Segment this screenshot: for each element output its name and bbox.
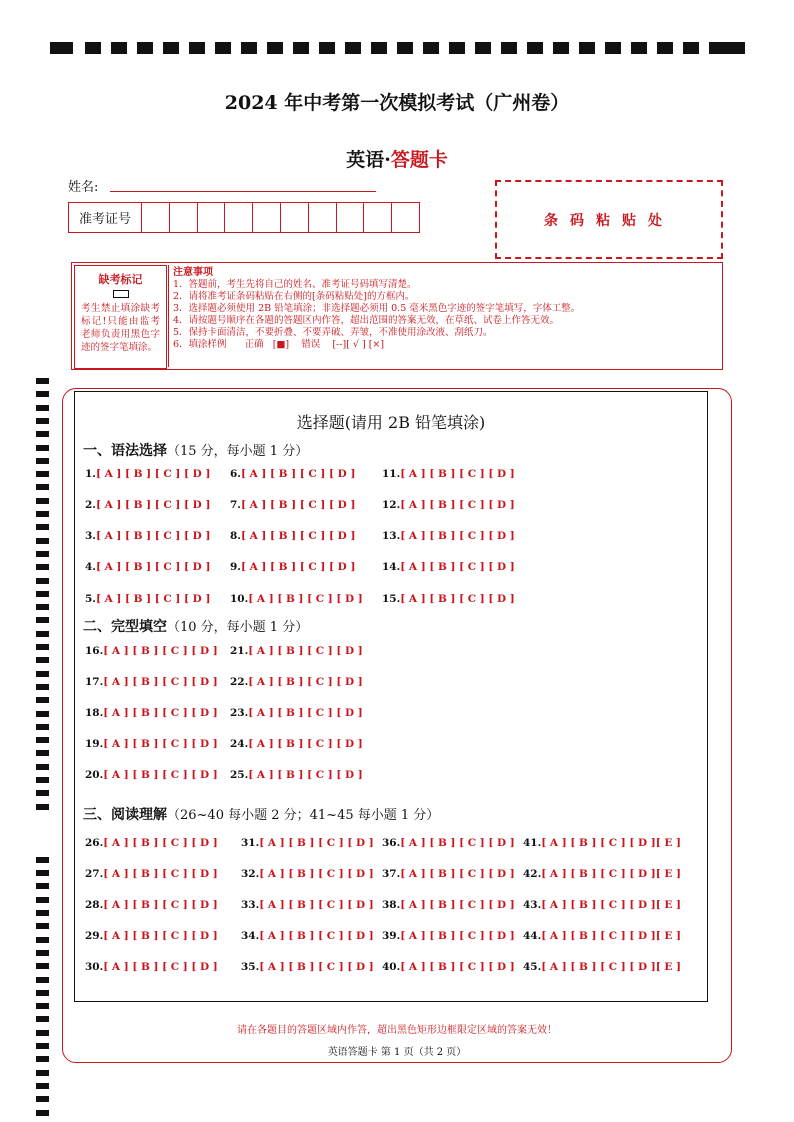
ticket-digit-cell[interactable] xyxy=(281,203,309,232)
answer-bubbles[interactable]: [ A ] [ B ] [ C ] [ D ] xyxy=(103,769,218,781)
alignment-mark xyxy=(501,42,517,54)
question-number: 42. xyxy=(523,868,542,880)
answer-bubbles[interactable]: [ A ] [ B ] [ C ] [ D ] xyxy=(103,899,218,911)
question-number: 43. xyxy=(523,899,542,911)
answer-bubbles[interactable]: [ A ] [ B ] [ C ] [ D ] xyxy=(259,899,374,911)
alignment-mark xyxy=(553,42,569,54)
alignment-mark xyxy=(36,405,49,411)
alignment-mark xyxy=(293,42,309,54)
question-number: 29. xyxy=(85,930,104,942)
ticket-digit-cell[interactable] xyxy=(170,203,198,232)
top-alignment-marks xyxy=(50,42,745,56)
alignment-mark xyxy=(36,378,49,384)
alignment-mark xyxy=(36,937,49,943)
alignment-mark xyxy=(722,42,745,54)
answer-bubbles[interactable]: [ A ] [ B ] [ C ] [ D ] xyxy=(95,593,211,605)
question-12[interactable] xyxy=(382,499,515,511)
question-number: 18. xyxy=(85,707,104,719)
question-22[interactable] xyxy=(230,676,363,688)
alignment-mark xyxy=(137,42,153,54)
alignment-mark xyxy=(36,697,49,703)
alignment-mark xyxy=(189,42,205,54)
section-heading: 一、语法选择 xyxy=(83,443,167,459)
section-grammar-title xyxy=(83,440,308,460)
alignment-mark xyxy=(319,42,335,54)
alignment-mark xyxy=(36,511,49,517)
alignment-mark xyxy=(36,764,49,770)
ticket-digit-cell[interactable] xyxy=(309,203,337,232)
alignment-mark xyxy=(36,564,49,570)
answer-bubbles[interactable]: [ A ] [ B ] [ C ] [ D ] xyxy=(248,676,363,688)
answer-bubbles[interactable]: [ A ] [ B ] [ C ] [ D ] xyxy=(400,468,515,480)
answer-bubbles[interactable]: [ A ] [ B ] [ C ] [ D ] xyxy=(400,961,515,973)
alignment-mark xyxy=(36,1110,49,1116)
alignment-mark xyxy=(36,923,49,929)
alignment-mark xyxy=(36,484,49,490)
section-reading-title xyxy=(83,804,439,824)
question-number: 23. xyxy=(230,707,249,719)
exam-title: 2024 年中考第一次模拟考试（广州卷） xyxy=(224,92,570,114)
question-32[interactable] xyxy=(241,868,374,880)
answer-bubbles[interactable]: [ A ] [ B ] [ C ] [ D ] xyxy=(95,561,211,573)
ticket-number-label: 准考证号 xyxy=(69,203,142,232)
notes-body xyxy=(173,267,718,351)
alignment-mark xyxy=(36,963,49,969)
question-15[interactable] xyxy=(382,593,515,605)
answer-bubbles[interactable]: [ A ] [ B ] [ C ] [ D ] xyxy=(95,530,211,542)
card-subtitle xyxy=(0,145,794,172)
notes-panel xyxy=(71,262,723,370)
question-number: 9. xyxy=(230,561,241,573)
alignment-mark xyxy=(423,42,439,54)
alignment-mark xyxy=(36,431,49,437)
alignment-mark xyxy=(36,684,49,690)
alignment-mark xyxy=(36,950,49,956)
question-number: 35. xyxy=(241,961,260,973)
answer-bubbles[interactable]: [ A ] [ B ] [ C ] [ D ][ E ] xyxy=(541,837,681,849)
alignment-mark xyxy=(36,591,49,597)
question-10[interactable] xyxy=(230,593,363,605)
question-number: 7. xyxy=(230,499,241,511)
question-17[interactable] xyxy=(85,676,218,688)
question-number: 27. xyxy=(85,868,104,880)
answer-bubbles[interactable]: [ A ] [ B ] [ C ] [ D ] xyxy=(240,499,356,511)
question-number: 31. xyxy=(241,837,260,849)
answer-bubbles[interactable]: [ A ] [ B ] [ C ] [ D ] xyxy=(103,961,218,973)
note-item: 5．保持卡面清洁，不要折叠、不要弄破、弄皱，不准使用涂改液、刮纸刀。 xyxy=(173,327,493,338)
alignment-mark xyxy=(36,870,49,876)
alignment-mark xyxy=(36,657,49,663)
question-number: 30. xyxy=(85,961,104,973)
alignment-mark xyxy=(36,804,49,810)
question-38[interactable] xyxy=(382,899,515,911)
question-number: 39. xyxy=(382,930,401,942)
answer-bubbles[interactable]: [ A ] [ B ] [ C ] [ D ] xyxy=(259,961,374,973)
question-19[interactable] xyxy=(85,738,218,750)
answer-bubbles[interactable]: [ A ] [ B ] [ C ] [ D ] xyxy=(400,530,515,542)
answer-bubbles[interactable]: [ A ] [ B ] [ C ] [ D ] xyxy=(95,499,211,511)
alignment-mark xyxy=(579,42,595,54)
answer-bubbles[interactable]: [ A ] [ B ] [ C ] [ D ][ E ] xyxy=(541,868,681,880)
barcode-area xyxy=(495,180,723,259)
question-number: 25. xyxy=(230,769,249,781)
alignment-mark xyxy=(36,644,49,650)
answer-bubbles[interactable]: [ A ] [ B ] [ C ] [ D ] xyxy=(400,868,515,880)
alignment-mark xyxy=(36,857,49,863)
question-number: 32. xyxy=(241,868,260,880)
note-item: 4．请按题号顺序在各题的答题区内作答，超出范围的答案无效，在草纸、试卷上作答无效。 xyxy=(173,315,560,326)
alignment-mark xyxy=(36,418,49,424)
question-24[interactable] xyxy=(230,738,363,750)
question-number: 2. xyxy=(85,499,96,511)
question-39[interactable] xyxy=(382,930,515,942)
alignment-mark xyxy=(215,42,231,54)
section-note: （15 分，每小题 1 分） xyxy=(167,444,309,459)
answer-bubbles[interactable]: [ A ] [ B ] [ C ] [ D ] xyxy=(103,738,218,750)
alignment-mark xyxy=(36,578,49,584)
question-13[interactable] xyxy=(382,530,515,542)
alignment-mark xyxy=(36,990,49,996)
answer-bubbles[interactable]: [ A ] [ B ] [ C ] [ D ] xyxy=(103,707,218,719)
answer-bubbles[interactable]: [ A ] [ B ] [ C ] [ D ] xyxy=(259,837,374,849)
question-41[interactable] xyxy=(523,837,681,849)
question-number: 38. xyxy=(382,899,401,911)
question-number: 14. xyxy=(382,561,401,573)
choice-section-title: 选择题(请用 2B 铅笔填涂) xyxy=(296,413,486,432)
absent-mark-checkbox[interactable] xyxy=(113,290,129,298)
question-28[interactable] xyxy=(85,899,218,911)
alignment-mark xyxy=(36,524,49,530)
question-number: 13. xyxy=(382,530,401,542)
alignment-mark xyxy=(36,604,49,610)
question-26[interactable] xyxy=(85,837,218,849)
wrong-marks: [--][ √ ] [×] xyxy=(332,339,385,350)
answer-bubbles[interactable]: [ A ] [ B ] [ C ] [ D ] xyxy=(248,738,363,750)
answer-bubbles[interactable]: [ A ] [ B ] [ C ] [ D ] xyxy=(248,769,363,781)
question-27[interactable] xyxy=(85,868,218,880)
card-label: 答题卡 xyxy=(390,149,448,171)
question-number: 41. xyxy=(523,837,542,849)
answer-bubbles[interactable]: [ A ] [ B ] [ C ] [ D ][ E ] xyxy=(541,961,681,973)
question-number: 26. xyxy=(85,837,104,849)
question-37[interactable] xyxy=(382,868,515,880)
question-1[interactable] xyxy=(85,468,210,480)
answer-bubbles[interactable]: [ A ] [ B ] [ C ] [ D ] xyxy=(248,593,363,605)
section-heading: 三、阅读理解 xyxy=(83,807,167,823)
answer-bubbles[interactable]: [ A ] [ B ] [ C ] [ D ] xyxy=(400,499,515,511)
alignment-mark xyxy=(36,1003,49,1009)
question-31[interactable] xyxy=(241,837,374,849)
question-35[interactable] xyxy=(241,961,374,973)
question-14[interactable] xyxy=(382,561,515,573)
answer-bubbles[interactable]: [ A ] [ B ] [ C ] [ D ] xyxy=(248,707,363,719)
ticket-digit-cell[interactable] xyxy=(142,203,170,232)
absent-mark-text: 考生禁止填涂缺考标记!只能由监考老师负责用黑色字迹的签字笔填涂。 xyxy=(81,303,160,353)
alignment-mark xyxy=(241,42,257,54)
alignment-mark xyxy=(36,458,49,464)
question-25[interactable] xyxy=(230,769,363,781)
alignment-mark xyxy=(397,42,413,54)
footer-page-number: 英语答题卡 第 1 页（共 2 页） xyxy=(327,1047,467,1058)
question-number: 45. xyxy=(523,961,542,973)
question-number: 6. xyxy=(230,468,241,480)
question-33[interactable] xyxy=(241,899,374,911)
answer-bubbles[interactable]: [ A ] [ B ] [ C ] [ D ] xyxy=(103,676,218,688)
alignment-mark xyxy=(36,711,49,717)
alignment-mark xyxy=(36,883,49,889)
ticket-digit-cell[interactable] xyxy=(392,203,419,232)
answer-bubbles[interactable]: [ A ] [ B ] [ C ] [ D ] xyxy=(400,837,515,849)
question-16[interactable] xyxy=(85,645,218,657)
answer-bubbles[interactable]: [ A ] [ B ] [ C ] [ D ] xyxy=(400,561,515,573)
correct-label: 正确 xyxy=(244,339,264,350)
question-30[interactable] xyxy=(85,961,218,973)
name-field[interactable] xyxy=(110,191,376,192)
absent-mark-title: 缺考标记 xyxy=(98,273,143,286)
question-40[interactable] xyxy=(382,961,515,973)
section-note: （26~40 每小题 2 分；41~45 每小题 1 分） xyxy=(167,808,440,823)
question-number: 33. xyxy=(241,899,260,911)
answer-bubbles[interactable]: [ A ] [ B ] [ C ] [ D ] xyxy=(103,645,218,657)
question-number: 11. xyxy=(382,468,401,480)
question-2[interactable] xyxy=(85,499,210,511)
question-number: 40. xyxy=(382,961,401,973)
question-number: 34. xyxy=(241,930,260,942)
alignment-mark xyxy=(657,42,673,54)
answer-bubbles[interactable]: [ A ] [ B ] [ C ] [ D ] xyxy=(240,561,356,573)
note-item: 3．选择题必须使用 2B 铅笔填涂；非选择题必须用 0.5 毫米黑色字迹的签字笔填写，字体工整。 xyxy=(173,303,581,314)
alignment-mark xyxy=(36,538,49,544)
correct-mark: [■] xyxy=(272,339,290,350)
notes-divider xyxy=(168,265,169,367)
answer-bubbles[interactable]: [ A ] [ B ] [ C ] [ D ] xyxy=(240,468,356,480)
question-11[interactable] xyxy=(382,468,515,480)
question-3[interactable] xyxy=(85,530,210,542)
alignment-mark xyxy=(36,391,49,397)
question-number: 10. xyxy=(230,593,249,605)
answer-bubbles[interactable]: [ A ] [ B ] [ C ] [ D ] xyxy=(240,530,356,542)
question-number: 20. xyxy=(85,769,104,781)
alignment-mark xyxy=(605,42,621,54)
alignment-mark xyxy=(36,777,49,783)
footer-warning: 请在各题目的答题区域内作答，超出黑色矩形边框限定区域的答案无效！ xyxy=(237,1025,557,1036)
note-item: 2．请将准考证条码粘贴在右侧的[条码粘贴处]的方框内。 xyxy=(173,291,415,302)
notes-title: 注意事项 xyxy=(173,267,213,278)
alignment-mark xyxy=(371,42,387,54)
wrong-label: 错误 xyxy=(301,339,321,350)
name-label: 姓名: xyxy=(68,180,99,195)
alignment-mark xyxy=(36,724,49,730)
question-7[interactable] xyxy=(230,499,355,511)
note-sample-row xyxy=(173,339,718,351)
choice-answer-box xyxy=(74,391,708,1002)
question-number: 36. xyxy=(382,837,401,849)
question-number: 15. xyxy=(382,593,401,605)
alignment-mark xyxy=(345,42,361,54)
question-number: 16. xyxy=(85,645,104,657)
answer-bubbles[interactable]: [ A ] [ B ] [ C ] [ D ] xyxy=(259,868,374,880)
question-34[interactable] xyxy=(241,930,374,942)
alignment-mark xyxy=(36,498,49,504)
ticket-digit-cell[interactable] xyxy=(198,203,226,232)
subject-label: 英语 xyxy=(346,149,385,171)
alignment-mark xyxy=(36,617,49,623)
ticket-digit-cell[interactable] xyxy=(364,203,392,232)
answer-bubbles[interactable]: [ A ] [ B ] [ C ] [ D ] xyxy=(400,593,515,605)
question-45[interactable] xyxy=(523,961,681,973)
question-number: 22. xyxy=(230,676,249,688)
question-number: 12. xyxy=(382,499,401,511)
answer-bubbles[interactable]: [ A ] [ B ] [ C ] [ D ] xyxy=(248,645,363,657)
question-20[interactable] xyxy=(85,769,218,781)
ticket-digit-cell[interactable] xyxy=(225,203,253,232)
alignment-mark xyxy=(36,1096,49,1102)
question-43[interactable] xyxy=(523,899,681,911)
question-9[interactable] xyxy=(230,561,355,573)
question-number: 28. xyxy=(85,899,104,911)
alignment-mark xyxy=(36,737,49,743)
answer-bubbles[interactable]: [ A ] [ B ] [ C ] [ D ] xyxy=(103,930,218,942)
alignment-mark xyxy=(163,42,179,54)
question-number: 44. xyxy=(523,930,542,942)
question-8[interactable] xyxy=(230,530,355,542)
barcode-label: 条码粘贴处 xyxy=(544,212,674,229)
answer-bubbles[interactable]: [ A ] [ B ] [ C ] [ D ] xyxy=(400,930,515,942)
question-number: 5. xyxy=(85,593,96,605)
question-number: 19. xyxy=(85,738,104,750)
alignment-mark xyxy=(85,42,101,54)
answer-bubbles[interactable]: [ A ] [ B ] [ C ] [ D ] xyxy=(259,930,374,942)
alignment-mark xyxy=(111,42,127,54)
answer-bubbles[interactable]: [ A ] [ B ] [ C ] [ D ][ E ] xyxy=(541,899,681,911)
alignment-mark xyxy=(36,897,49,903)
section-note: （10 分，每小题 1 分） xyxy=(167,620,309,635)
answer-bubbles[interactable]: [ A ] [ B ] [ C ] [ D ] xyxy=(103,837,218,849)
alignment-mark xyxy=(36,671,49,677)
alignment-mark xyxy=(36,977,49,983)
note-item: 1．答题前，考生先将自己的姓名、准考证号码填写清楚。 xyxy=(173,279,417,290)
alignment-mark xyxy=(527,42,543,54)
question-number: 8. xyxy=(230,530,241,542)
question-number: 4. xyxy=(85,561,96,573)
alignment-mark xyxy=(36,471,49,477)
question-4[interactable] xyxy=(85,561,210,573)
question-23[interactable] xyxy=(230,707,363,719)
answer-bubbles[interactable]: [ A ] [ B ] [ C ] [ D ] xyxy=(103,868,218,880)
question-29[interactable] xyxy=(85,930,218,942)
question-number: 1. xyxy=(85,468,96,480)
alignment-mark xyxy=(36,910,49,916)
alignment-mark xyxy=(36,1070,49,1076)
question-18[interactable] xyxy=(85,707,218,719)
answer-bubbles[interactable]: [ A ] [ B ] [ C ] [ D ] xyxy=(95,468,211,480)
alignment-mark xyxy=(631,42,647,54)
question-number: 17. xyxy=(85,676,104,688)
alignment-mark xyxy=(267,42,283,54)
question-36[interactable] xyxy=(382,837,515,849)
section-heading: 二、完型填空 xyxy=(83,619,167,635)
ticket-number-field[interactable] xyxy=(68,202,420,233)
alignment-mark xyxy=(683,42,699,54)
alignment-mark xyxy=(50,42,73,54)
alignment-mark xyxy=(36,1083,49,1089)
left-alignment-marks xyxy=(36,378,50,1118)
section-cloze-title xyxy=(83,616,308,636)
answer-bubbles[interactable]: [ A ] [ B ] [ C ] [ D ] xyxy=(400,899,515,911)
question-number: 21. xyxy=(230,645,249,657)
question-number: 3. xyxy=(85,530,96,542)
subtitle-dot: · xyxy=(384,149,391,171)
question-number: 24. xyxy=(230,738,249,750)
alignment-mark xyxy=(36,631,49,637)
question-number: 37. xyxy=(382,868,401,880)
ticket-digit-cell[interactable] xyxy=(253,203,281,232)
question-5[interactable] xyxy=(85,593,210,605)
alignment-mark xyxy=(36,445,49,451)
alignment-mark xyxy=(36,790,49,796)
alignment-mark xyxy=(36,551,49,557)
alignment-mark xyxy=(475,42,491,54)
question-44[interactable] xyxy=(523,930,681,942)
sample-label: 6．填涂样例 xyxy=(173,339,227,350)
alignment-mark xyxy=(36,750,49,756)
question-42[interactable] xyxy=(523,868,681,880)
absent-mark-box xyxy=(74,265,167,369)
ticket-digit-cell[interactable] xyxy=(337,203,365,232)
alignment-mark xyxy=(449,42,465,54)
question-21[interactable] xyxy=(230,645,363,657)
answer-bubbles[interactable]: [ A ] [ B ] [ C ] [ D ][ E ] xyxy=(541,930,681,942)
question-6[interactable] xyxy=(230,468,355,480)
